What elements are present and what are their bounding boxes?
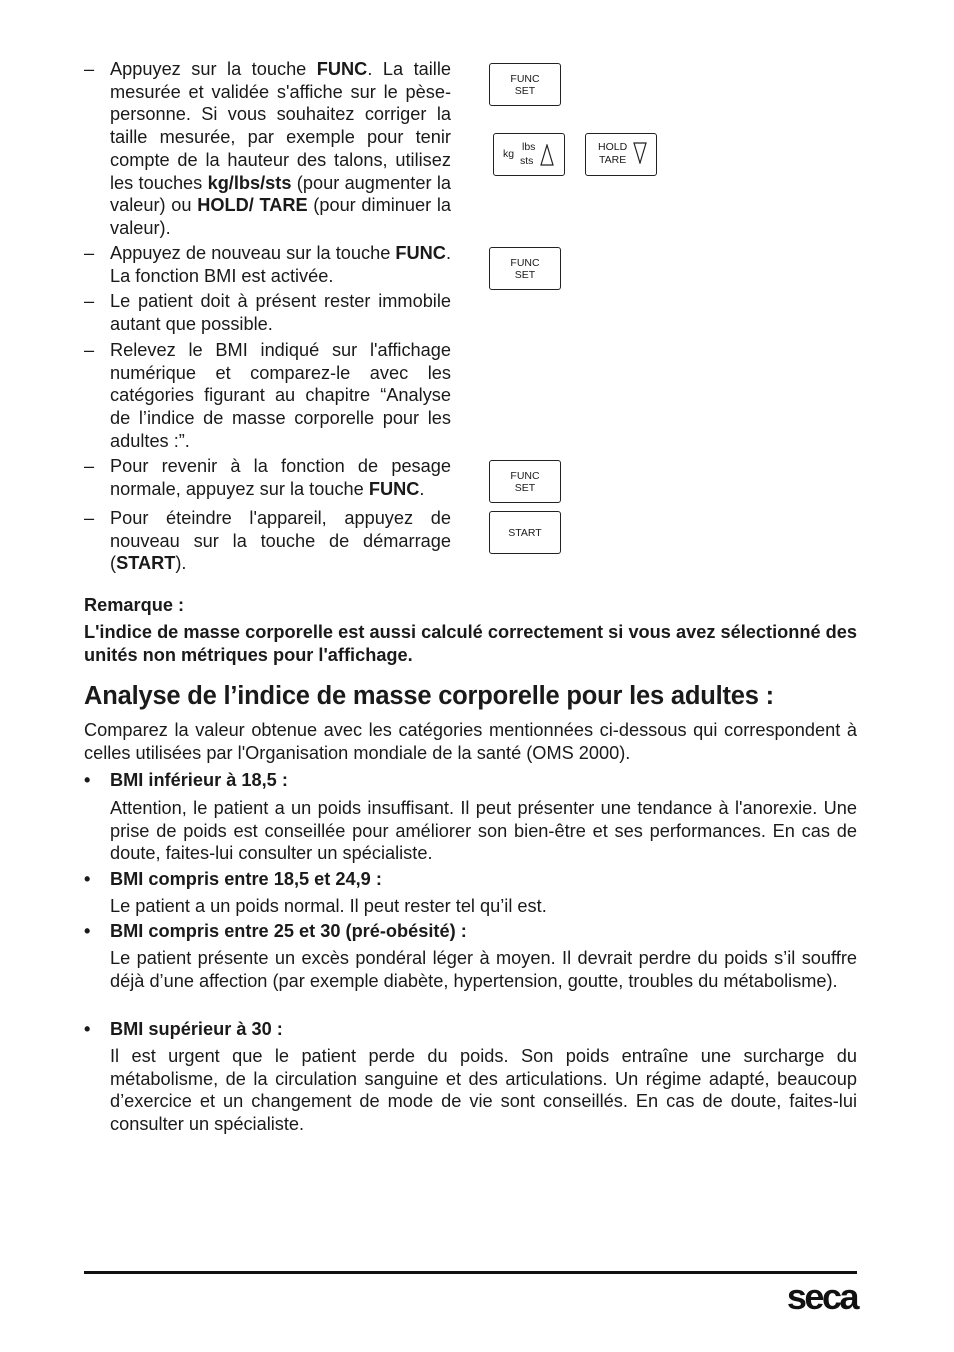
set-label: SET [514,268,536,281]
step-6 [84,507,451,575]
bullet-heading: • BMI inférieur à 18,5 : [84,770,288,790]
up-triangle-icon [540,144,554,166]
step-4 [84,339,451,453]
seca-logo: seca [786,1276,857,1317]
bullet-icon: • [84,1019,91,1039]
step-1 [84,58,451,240]
remark-text: L'indice de masse corporelle est aussi calculé correctement si vous avez sélectionné des unités non métriques pour l'affichage. [84,622,857,665]
bullet-icon: • [84,921,91,941]
bullet-text: Le patient a un poids normal. Il peut rester tel qu’il est. [110,896,547,916]
sts-label: sts [520,155,534,167]
bullet-heading: • BMI compris entre 18,5 et 24,9 : [84,869,382,889]
bullet-text: Attention, le patient a un poids insuffisant. Il peut présenter une tendance à l'anorexie. Une prise de poids est conseillée pour améliorer son bien-être et ses performances. En cas de doute, faites-lui consulter un spécialiste. [110,798,857,864]
set-label: SET [514,84,536,97]
step-text: Le patient doit à présent rester immobile autant que possible. [110,291,451,334]
step-5 [84,455,451,500]
func-set-key [489,247,561,290]
dash: – [84,508,95,528]
step-text: Appuyez de nouveau sur la touche FUNC. La fonction BMI est activée. [110,243,451,286]
bullet-text: Le patient présente un excès pondéral léger à moyen. Il devrait perdre du poids s’il souffre déjà d’une affection (par exemple diabète, hypertension, goutte, troubles du métabolisme). [110,948,857,991]
dash: – [84,59,95,79]
dash: – [84,456,95,476]
bullet-heading: • BMI compris entre 25 et 30 (pré-obésité) : [84,921,467,941]
hold-tare-key [585,133,657,176]
step-2 [84,242,451,287]
bullet-text: Il est urgent que le patient perde du poids. Son poids entraîne une surcharge du métabolisme, de la circulation sanguine et des articulations. Un régime adapté, beaucoup d’exercice et un changement de mode de vie sont conseillés. En cas de doute, faites-lui consulter un spécialiste. [110,1046,857,1135]
set-label: SET [514,481,536,494]
lbs-label: lbs [522,141,536,153]
section-heading: Analyse de l’indice de masse corporelle pour les adultes : [84,682,774,710]
down-triangle-icon [633,142,647,164]
start-label: START [508,526,542,539]
step-text: Pour éteindre l'appareil, appuyez de nouveau sur la touche de démarrage (START). [110,508,451,574]
start-key [489,511,561,554]
step-text: Pour revenir à la fonction de pesage normale, appuyez sur la touche FUNC. [110,456,451,499]
remark-title: Remarque : [84,595,185,615]
func-label: FUNC [510,72,540,85]
func-label: FUNC [510,469,540,482]
bullet-icon: • [84,869,91,889]
kg-lbs-sts-key [493,133,565,176]
dash: – [84,243,95,263]
func-set-key [489,460,561,503]
func-set-key [489,63,561,106]
func-label: FUNC [510,256,540,269]
step-text: Relevez le BMI indiqué sur l'affichage numérique et comparez-le avec les catégories figurant au chapitre “Analyse de l’indice de masse corporelle pour les adultes :”. [110,340,451,451]
kg-label: kg [503,148,515,160]
section-intro: Comparez la valeur obtenue avec les catégories mentionnées ci-dessous qui correspondent à celles utilisées par l'Organisation mondiale de la santé (OMS 2000). [84,720,857,763]
dash: – [84,291,95,311]
dash: – [84,340,95,360]
hold-label: HOLD [598,141,628,153]
step-3 [84,290,451,335]
tare-label: TARE [599,154,627,166]
footer-rule [84,1271,857,1274]
bullet-icon: • [84,770,91,790]
step-text: Appuyez sur la touche FUNC. La taille mesurée et validée s'affiche sur le pèse-personne. Si vous souhaitez corriger la taille mesurée, par exemple pour tenir compte de la hauteur des talons, utilisez les touches kg/lbs/sts (pour augmenter la valeur) ou HOLD/ TARE (pour diminuer la valeur). [110,59,451,238]
bullet-heading: • BMI supérieur à 30 : [84,1019,283,1039]
